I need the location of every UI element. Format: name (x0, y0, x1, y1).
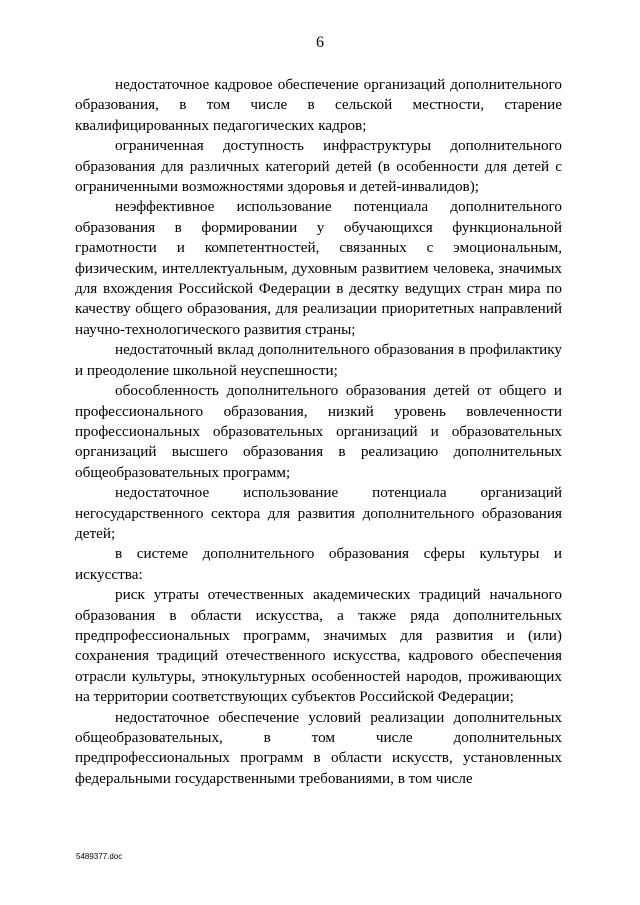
paragraph-staffing: недостаточное кадровое обеспечение организаций дополнительного образования, в том числе в сельской местности, старение квалифицированных педагогических кадров; (75, 76, 562, 134)
paragraph-traditions-risk: риск утраты отечественных академических традиций начального образования в области искусства, а также ряда дополнительных предпрофессиональных программ, значимых для развития и (или) сохранения традиций отечественного искусства, кадрового обеспечения отрасли культуры, этнокультурных особенностей народов, проживающих на территории соответствующих субъектов Российской Федерации; (75, 586, 562, 706)
paragraph-culture-arts-heading: в системе дополнительного образования сферы культуры и искусства: (75, 545, 562, 583)
paragraph-nongovernment-sector: недостаточное использование потенциала организаций негосударственного сектора для развития дополнительного образования детей; (75, 484, 562, 542)
paragraph-school-failure: недостаточный вклад дополнительного образования в профилактику и преодоление школьной неуспешности; (75, 341, 562, 379)
paragraph-infrastructure-access: ограниченная доступность инфраструктуры дополнительного образования для различных категорий детей (в особенности для детей с ограниченными возможностями здоровья и детей-инвалидов); (75, 137, 562, 196)
paragraph-inefficient-use: неэффективное использование потенциала дополнительного образования в формировании у обучающихся функциональной грамотности и компетентностей, связанных с эмоциональным, физическим, интеллектуальным, духовным развитием человека, значимых для вхождения Российской Федерации в десятку ведущих стран мира по качеству общего образования, для реализации приоритетных направлений научно-технологического развития страны; (75, 198, 562, 338)
paragraph-isolation: обособленность дополнительного образования детей от общего и профессионального образования, низкий уровень вовлеченности профессиональных образовательных организаций и образовательных организаций высшего образования в реализацию дополнительных общеобразовательных программ; (75, 382, 562, 481)
document-file-code: 5489377.doc (76, 852, 123, 861)
paragraph-conditions: недостаточное обеспечение условий реализации дополнительных общеобразовательных, в том числе дополнительных предпрофессиональных программ в области искусств, установленных федеральными государственными требованиями, в том числе (75, 708, 562, 787)
document-body (75, 75, 562, 789)
page-number: 6 (316, 34, 324, 51)
